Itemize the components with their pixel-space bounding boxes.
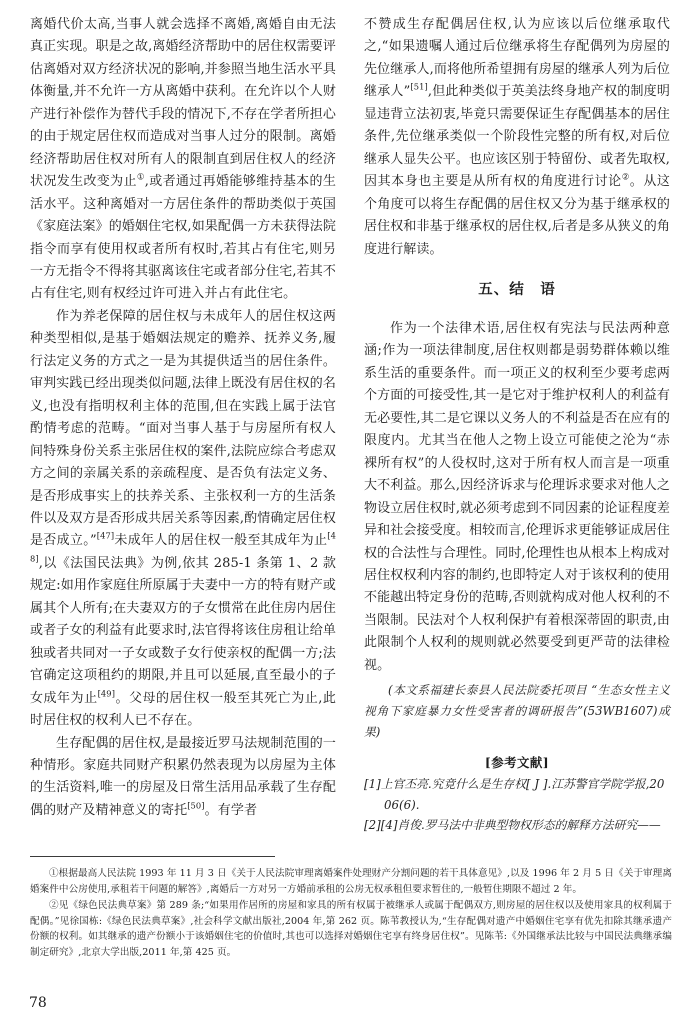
paragraph-text: 作为养老保障的居住权与未成年人的居住权这两种类型相似,是基于婚姻法规定的赡养、抚养义务,履行法定义务的方式之一是为其提供适当的居住条件。审判实践已经出现类似问题,法律上既没有居住权的名义,也没有指明权利主体的范围,但在实践上属于法官酌情考虑的范畴。“面对当事人基于与房屋所有权人间特殊身份关系主张居住权的案件,法院应综合考虑双方之间的亲属关系的亲疏程度、是否负有法定义务、是否形成事实上的扶养关系、主张权利一方的生活条件以及双方是否形成共居关系等因素,酌情确定居住权是否成立。”	[30, 308, 336, 549]
footnote-block	[30, 866, 672, 962]
paragraph-text: 不赞成生存配偶居住权,认为应该以后位继承取代之,“如果遗嘱人通过后位继承将生存配偶列为房屋的先位继承人,而将他所希望拥有房屋的继承人列为后位继承人”	[364, 17, 670, 100]
citation-marker-48: [48]	[30, 531, 336, 564]
footnote-separator-rule	[30, 856, 275, 857]
footnote-2: ②见《绿色民法典草案》第 289 条;“如果用作居所的房屋和家具的所有权属于被继承人或属于配偶双方,则房屋的居住权以及使用家具的权利属于配偶。”见徐国栋:《绿色民法典草案》,社会科学文献出版社,2004 年,第 262 页。陈苇教授认为,“生存配偶对遗产中婚姻住宅享有优先扣除其继承遗产份额的权利。如其继承的遗产份额小于该婚姻住宅的价值时,其也可以选择对婚姻住宅享有终身居住权”。见陈苇:《外国继承法比较与中国民法典继承编制定研究》,北京大学出版,2011 年,第 425 页。	[30, 900, 672, 958]
paragraph-text: 离婚代价太高,当事人就会选择不离婚,离婚自由无法真正实现。职是之故,离婚经济帮助中的居住权需要评估离婚对双方经济状况的影响,并参照当地生活水平具体衡量,并不允许一方从离婚中获利。在允许以个人财产进行补偿作为替代手段的情况下,不存在学者所担心的由于规定居住权而造成对当事人过分的限制。离婚经济帮助居住权对所有人的限制直到居住权人的经济状况发生改变为	[30, 17, 336, 190]
footnote-marker-1: ①	[136, 171, 145, 182]
references-heading: [参考文献]	[484, 755, 550, 771]
paragraph-posterior-succession	[364, 14, 670, 261]
paragraph-surviving-spouse	[30, 733, 336, 823]
paragraph-text-segment: ,以《法国民法典》为例,依其 285-1 条第 1、2 款规定:如用作家庭住所原属于夫妻中一方的特有财产或属其个人所有;在夫妻双方的子女惯常在此住房内居住或者子女的利益有此要求时,法官得将该住房租让给单独或者共同对一子女或数子女行使亲权的配偶一方;法官确定这项租约的期限,并且可以延展,直至最小的子女成年为止	[30, 555, 336, 706]
paragraph-elderly-minor-residence	[30, 306, 336, 733]
citation-marker-50: [50]	[187, 800, 205, 811]
paragraph-text-end: 。父母的居住权一般至其死亡为止,此时居住权的权利人已不存在。	[30, 690, 336, 729]
citation-marker-51: [51]	[410, 82, 428, 93]
paragraph-text-segment: ,但此种类似于英美法终身地产权的制度明显违背立法初衷,毕竟只需要保证生存配偶基本的居住条件,先位继承类似一个阶段性完整的所有权,对后位继承人显失公平。也应该区别于特留份、或者先取权,因其本身也主要是从所有权的角度进行讨论	[364, 84, 670, 190]
footnote-marker-2: ②	[621, 171, 630, 182]
paragraph-text: 生存配偶的居住权,是最接近罗马法规制范围的一种情形。家庭共同财产积累仍然表现为以房屋为主体的生活资料,唯一的房屋及日常生活用品承载了生存配偶的财产及精神意义的寄托	[30, 735, 336, 818]
two-column-body	[30, 14, 670, 834]
reference-item: [1]上官丕亮.究竟什么是生存权[ J ].江苏警官学院学报,2006(6).	[364, 777, 665, 812]
left-column	[30, 14, 336, 834]
paragraph-text-end: 。有学者	[204, 802, 258, 818]
reference-item: [2][4]肖俊.罗马法中非典型物权形态的解释方法研究——	[364, 818, 661, 833]
paragraph-text-after-marker: ,或者通过再婚能够维持基本的生活水平。这种离婚对一方居住条件的帮助类似于英国《家庭法案》的婚姻住宅权,如果配偶一方未获得法院指令而享有使用权或者所有权时,若其占有住宅,则另一方无指令不得将其驱离该住宅或者部分住宅,若其不占有住宅,则有权经过许可进入并占有此住宅。	[30, 174, 337, 302]
footnote-1: ①根据最高人民法院 1993 年 11 月 3 日《关于人民法院审理离婚案件处理财产分割问题的若干具体意见》,以及 1996 年 2 月 5 日《关于审理离婚案件中公房使用,承租若干问题的解答》,离婚后一方对另一方婚前承租的公房无权承租但要求暂住的,一般暂住期限不超过 2 年。	[30, 868, 672, 895]
right-column	[364, 14, 670, 834]
paragraph-divorce-economic-aid	[30, 14, 336, 306]
section-heading-conclusion: 五、结 语	[478, 280, 556, 298]
paragraph-text-continued: 止	[123, 174, 137, 190]
acknowledgment-note: (本文系福建长泰县人民法院委托项目 “生态女性主义视角下家庭暴力女性受害者的调研报告”(53WB1607)成果)	[364, 683, 670, 740]
paragraph-text-end: 。从这个角度可以将生存配偶的居住权又分为基于继承权的居住权和非基于继承权的居住权,后者是多从狭义的角度进行解读。	[364, 174, 670, 257]
page-number: 78	[29, 995, 47, 1011]
citation-marker-49: [49]	[97, 688, 116, 699]
paragraph-conclusion: 作为一个法律术语,居住权有宪法与民法两种意涵;作为一项法律制度,居住权则都是弱势群体赖以维系生活的重要条件。而一项正义的权利至少要考虑两个方面的可接受性,其一是它对于维护权利人的利益有无必要性,其二是它课以义务人的不利益是否在应有的限度内。尤其当在他人之物上设立可能使之沦为“赤裸所有权”的人役权时,这对于所有权人而言是一项重大不利益。那么,因经济诉求与伦理诉求要求对他人之物设立居住权时,就必须考虑到不同因素的论证程度差异和社会接受度。相较而言,伦理诉求更能够证成居住权的合法性与合理性。同时,伦理性也从根本上构成对居住权权利内容的制约,也即特定人对于该权利的使用不能越出特定身份的范畴,否则就构成对他人权利的不当限制。民法对个人权利保护有着根深蒂固的职责,由此限制个人权利的规则就必然要受到更严苛的法律检视。	[364, 320, 670, 673]
paragraph-text-segment: 未成年人的居住权一般至其成年为止	[114, 533, 328, 549]
citation-marker-47: [47]	[96, 531, 115, 542]
